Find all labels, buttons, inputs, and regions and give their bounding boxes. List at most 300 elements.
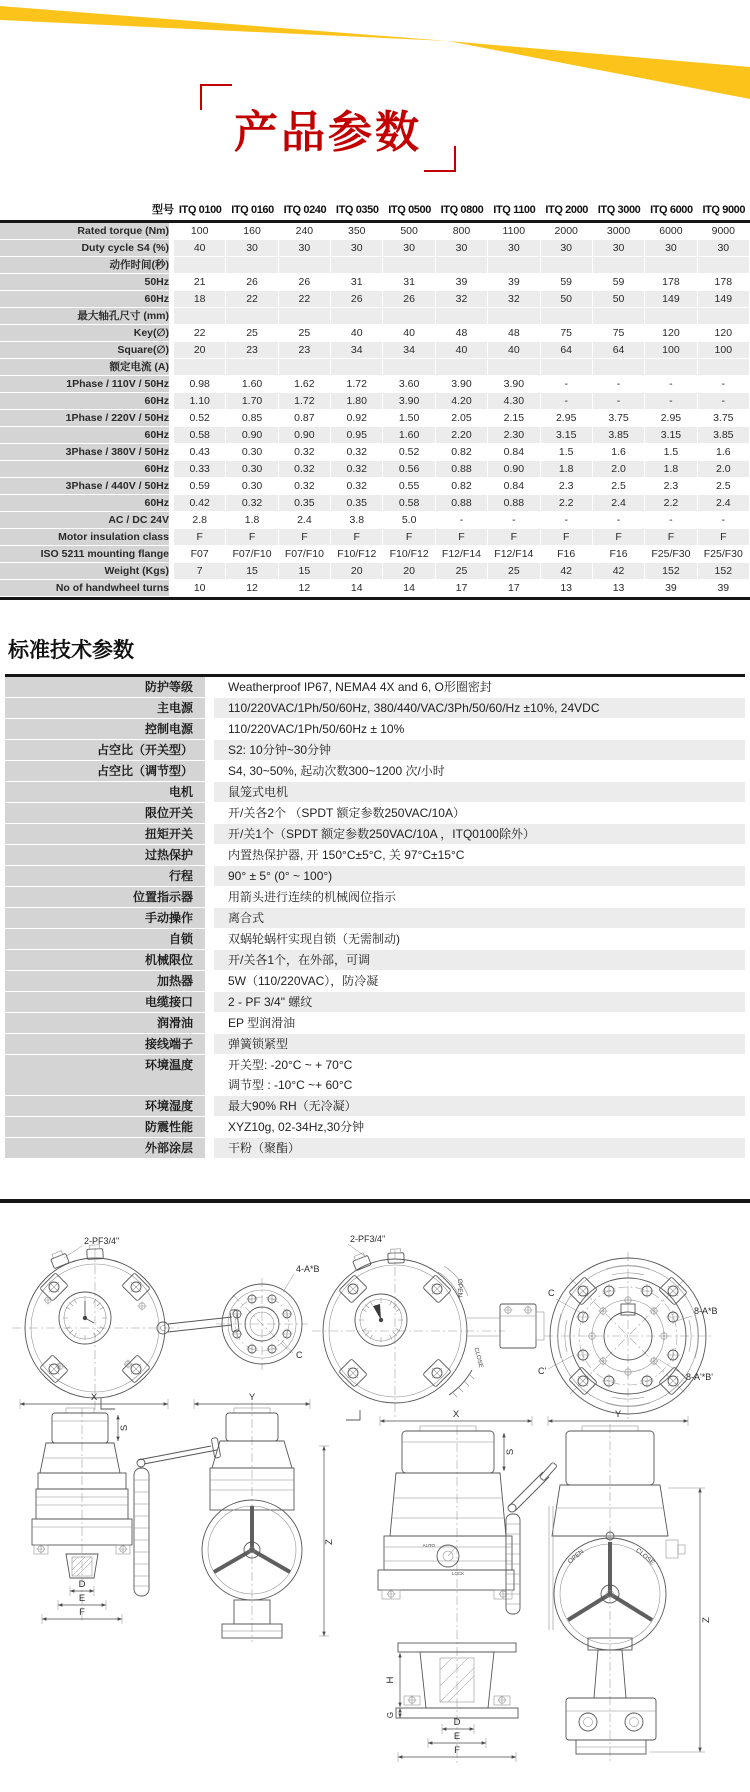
spec-cell	[488, 308, 540, 325]
spec-header-row	[0, 200, 750, 223]
tech-row-value: 鼠笼式电机	[214, 782, 745, 802]
spec-cell: F16	[541, 546, 593, 563]
ribbon-left-shape	[0, 6, 448, 41]
spec-cell: 0.33	[174, 461, 226, 478]
spec-cell: F	[226, 529, 278, 546]
spec-cell	[541, 257, 593, 274]
spec-row-label: 1Phase / 110V / 50Hz	[0, 376, 174, 393]
spec-cell	[645, 359, 697, 376]
engineering-drawings	[0, 1206, 750, 1792]
spec-cell: 1.8	[645, 461, 697, 478]
spec-cell	[593, 257, 645, 274]
spec-cell: F12/F14	[488, 546, 540, 563]
spec-row-label: 3Phase / 440V / 50Hz	[0, 478, 174, 495]
spec-cell	[226, 308, 278, 325]
spec-cell: 25	[488, 563, 540, 580]
spec-cell: 2.15	[488, 410, 540, 427]
dim-y: Y	[614, 1409, 622, 1420]
tech-row-value: 开关型: -20°C ~ + 70°C 调节型 : -10°C ~+ 60°C	[214, 1055, 745, 1095]
spec-cell	[645, 257, 697, 274]
spec-row-label: 50Hz	[0, 274, 174, 291]
spec-cell: 30	[541, 240, 593, 257]
spec-cell: 22	[226, 291, 278, 308]
tech-row	[5, 740, 745, 761]
spec-cell: 3.60	[383, 376, 435, 393]
spec-cell	[436, 308, 488, 325]
spec-cell	[436, 257, 488, 274]
spec-row-label: 3Phase / 380V / 50Hz	[0, 444, 174, 461]
section-divider	[0, 1199, 750, 1203]
dim-d: D	[453, 1717, 461, 1728]
spec-cell: F07/F10	[226, 546, 278, 563]
spec-cell: 48	[488, 325, 540, 342]
spec-cell: 30	[698, 240, 750, 257]
spec-data-row	[0, 529, 750, 546]
tech-row-value: 用箭头进行连续的机械阀位指示	[214, 887, 745, 907]
spec-row-label: ISO 5211 mounting flange	[0, 546, 174, 563]
spec-cell: 3.75	[698, 410, 750, 427]
tech-row-label: 机械限位	[5, 950, 214, 970]
spec-cell: 0.52	[383, 444, 435, 461]
spec-section-row	[0, 257, 750, 274]
spec-cell	[279, 308, 331, 325]
dim-x: X	[90, 1392, 98, 1403]
spec-cell	[331, 257, 383, 274]
model-header: ITQ 2000	[541, 200, 593, 223]
spec-cell: 3.15	[541, 427, 593, 444]
spec-row-label: No of handwheel turns	[0, 580, 174, 597]
spec-cell: F	[279, 529, 331, 546]
spec-cell: 3.75	[593, 410, 645, 427]
flange4-label: 4-A*B	[296, 1264, 320, 1274]
spec-cell: -	[645, 376, 697, 393]
model-header: ITQ 9000	[698, 200, 750, 223]
spec-cell	[279, 257, 331, 274]
spec-cell: 14	[383, 580, 435, 597]
section-heading: 标准技术参数	[8, 639, 134, 662]
spec-cell: 0.82	[436, 478, 488, 495]
tech-row-value: 90° ± 5° (0° ~ 100°)	[214, 866, 745, 886]
tech-row-label: 过热保护	[5, 845, 214, 865]
drawing-front-view-small	[20, 1392, 221, 1624]
spec-cell: 4.20	[436, 393, 488, 410]
tech-row-label: 占空比（调节型）	[5, 761, 214, 781]
spec-cell: 0.32	[226, 495, 278, 512]
spec-cell: 31	[331, 274, 383, 291]
spec-cell: 3.8	[331, 512, 383, 529]
spec-data-row	[0, 512, 750, 529]
model-header: ITQ 0800	[436, 200, 488, 223]
tech-row-label: 外部涂层	[5, 1138, 214, 1158]
spec-cell: 2.0	[698, 461, 750, 478]
spec-cell	[383, 308, 435, 325]
spec-cell: 40	[436, 342, 488, 359]
tech-row	[5, 1034, 745, 1055]
drawing-side-view-small	[194, 1392, 335, 1642]
spec-cell: 42	[593, 563, 645, 580]
spec-row-label: AC / DC 24V	[0, 512, 174, 529]
spec-row-label: Rated torque (Nm)	[0, 223, 174, 240]
spec-data-row	[0, 325, 750, 342]
spec-cell	[226, 257, 278, 274]
spec-cell: 18	[174, 291, 226, 308]
spec-cell: 6000	[645, 223, 697, 240]
spec-cell: 2.4	[593, 495, 645, 512]
spec-cell: 1.6	[698, 444, 750, 461]
spec-cell: 2.5	[593, 478, 645, 495]
tech-table	[5, 674, 745, 1159]
spec-cell: 1.70	[226, 393, 278, 410]
tech-row-value: Weatherproof IP67, NEMA4 4X and 6, O形圈密封	[214, 677, 745, 697]
spec-row-label: 额定电流 (A)	[0, 359, 174, 376]
spec-cell: -	[698, 376, 750, 393]
spec-cell: -	[593, 376, 645, 393]
spec-cell: 39	[488, 274, 540, 291]
spec-cell	[331, 359, 383, 376]
tech-row-value: 110/220VAC/1Ph/50/60Hz ± 10%	[214, 719, 745, 739]
drawing-side-view-large	[548, 1409, 712, 1762]
spec-cell: 0.87	[279, 410, 331, 427]
tech-row	[5, 1117, 745, 1138]
spec-cell: 12	[226, 580, 278, 597]
tech-row-value: 2 - PF 3/4" 螺纹	[214, 992, 745, 1012]
tech-row-label: 限位开关	[5, 803, 214, 823]
tech-row	[5, 1055, 745, 1096]
spec-cell: 0.42	[174, 495, 226, 512]
spec-cell: F25/F30	[698, 546, 750, 563]
spec-data-row	[0, 223, 750, 240]
spec-cell: 34	[383, 342, 435, 359]
spec-cell: 2.8	[174, 512, 226, 529]
spec-cell: 0.92	[331, 410, 383, 427]
spec-cell: 13	[593, 580, 645, 597]
tech-row	[5, 719, 745, 740]
flange8-outer-label: 8-A*B	[694, 1306, 718, 1316]
spec-cell: 0.58	[383, 495, 435, 512]
spec-cell: 0.55	[383, 478, 435, 495]
tech-row-label: 电缆接口	[5, 992, 214, 1012]
spec-cell: F	[383, 529, 435, 546]
tech-row-value: S4, 30~50%, 起动次数300~1200 次/小时	[214, 761, 745, 781]
model-header: ITQ 0500	[383, 200, 435, 223]
tech-row-value: 110/220VAC/1Ph/50/60Hz, 380/440/VAC/3Ph/50/60/Hz ±10%, 24VDC	[214, 698, 745, 718]
spec-row-label: Key(∅)	[0, 325, 174, 342]
model-header: ITQ 6000	[645, 200, 697, 223]
spec-cell: 22	[174, 325, 226, 342]
spec-row-label: Square(∅)	[0, 342, 174, 359]
spec-cell: 21	[174, 274, 226, 291]
dim-c-label: C	[296, 1350, 303, 1360]
spec-cell: 3.85	[698, 427, 750, 444]
tech-row-value: EP 型润滑油	[214, 1013, 745, 1033]
spec-cell: 1.60	[226, 376, 278, 393]
spec-cell: 2.20	[436, 427, 488, 444]
spec-cell: 50	[593, 291, 645, 308]
spec-cell	[174, 359, 226, 376]
spec-cell: 22	[279, 291, 331, 308]
spec-cell: 75	[593, 325, 645, 342]
tech-row-value: 开/关各2个 （SPDT 额定参数250VAC/10A）	[214, 803, 745, 823]
spec-row-label: 1Phase / 220V / 50Hz	[0, 410, 174, 427]
spec-cell: 350	[331, 223, 383, 240]
spec-cell	[436, 359, 488, 376]
spec-cell: 1.80	[331, 393, 383, 410]
spec-cell: 152	[645, 563, 697, 580]
spec-section-row	[0, 359, 750, 376]
spec-cell: 59	[541, 274, 593, 291]
tech-row-label: 环境湿度	[5, 1096, 214, 1116]
tech-row	[5, 824, 745, 845]
dim-z: Z	[701, 1617, 712, 1623]
tech-row-value: 干粉（聚酯）	[214, 1138, 745, 1158]
spec-cell: 0.32	[331, 461, 383, 478]
spec-cell: 0.35	[279, 495, 331, 512]
spec-cell	[383, 359, 435, 376]
spec-cell: F	[331, 529, 383, 546]
spec-data-row	[0, 240, 750, 257]
spec-cell: 10	[174, 580, 226, 597]
model-header: ITQ 3000	[593, 200, 645, 223]
tech-row	[5, 845, 745, 866]
spec-cell: 30	[226, 240, 278, 257]
spec-data-row	[0, 580, 750, 597]
model-header: ITQ 0350	[331, 200, 383, 223]
drawing-topview-indicator	[312, 1234, 547, 1420]
spec-cell	[698, 308, 750, 325]
spec-cell: 4.30	[488, 393, 540, 410]
tech-row	[5, 950, 745, 971]
spec-cell: -	[436, 512, 488, 529]
spec-cell: 1.72	[279, 393, 331, 410]
spec-cell: 32	[488, 291, 540, 308]
spec-cell: 13	[541, 580, 593, 597]
spec-cell	[593, 308, 645, 325]
spec-cell: 25	[226, 325, 278, 342]
spec-data-row	[0, 376, 750, 393]
spec-row-label: 60Hz	[0, 495, 174, 512]
spec-cell: 2.3	[645, 478, 697, 495]
tech-row-value: 开/关各1个，在外部，可调	[214, 950, 745, 970]
spec-cell: 0.32	[331, 478, 383, 495]
spec-data-row	[0, 291, 750, 308]
spec-table-body	[0, 223, 750, 597]
spec-cell: 0.30	[226, 444, 278, 461]
tech-row	[5, 1096, 745, 1117]
spec-cell	[174, 257, 226, 274]
spec-cell: 3.15	[645, 427, 697, 444]
spec-cell: 0.90	[488, 461, 540, 478]
tech-row-label: 占空比（开关型）	[5, 740, 214, 760]
tech-row-label: 扭矩开关	[5, 824, 214, 844]
dim-f: F	[454, 1745, 460, 1756]
spec-cell	[698, 359, 750, 376]
tech-row-value: S2: 10分钟~30分钟	[214, 740, 745, 760]
auto-marking: AUTO	[422, 1543, 435, 1548]
tech-row-label: 环境温度	[5, 1055, 214, 1095]
open-marking: OPEN	[456, 1278, 463, 1298]
spec-cell: 14	[331, 580, 383, 597]
spec-data-row	[0, 342, 750, 359]
spec-cell: 9000	[698, 223, 750, 240]
spec-cell: 0.88	[488, 495, 540, 512]
spec-cell: 2.3	[541, 478, 593, 495]
open-marking: OPEN	[566, 1548, 586, 1566]
tech-row-label: 位置指示器	[5, 887, 214, 907]
close-marking: CLOSE	[634, 1547, 656, 1567]
tech-row-value: 开/关1个（SPDT 额定参数250VAC/10A ，ITQ0100除外）	[214, 824, 745, 844]
tech-row	[5, 908, 745, 929]
spec-cell: F10/F12	[383, 546, 435, 563]
spec-data-row	[0, 274, 750, 291]
spec-cell: F07/F10	[279, 546, 331, 563]
spec-cell: 0.30	[226, 478, 278, 495]
spec-cell: 59	[593, 274, 645, 291]
spec-cell: -	[645, 512, 697, 529]
spec-cell: F16	[593, 546, 645, 563]
spec-data-row	[0, 444, 750, 461]
spec-cell: 0.85	[226, 410, 278, 427]
spec-cell: 800	[436, 223, 488, 240]
spec-row-label: Motor insulation class	[0, 529, 174, 546]
dim-h: H	[385, 1676, 396, 1684]
spec-cell: 152	[698, 563, 750, 580]
tech-row-label: 润滑油	[5, 1013, 214, 1033]
spec-cell: 1100	[488, 223, 540, 240]
spec-cell: 0.52	[174, 410, 226, 427]
spec-cell: 40	[383, 325, 435, 342]
spec-cell: 2.2	[645, 495, 697, 512]
spec-cell: 0.43	[174, 444, 226, 461]
spec-data-row	[0, 427, 750, 444]
spec-cell: 40	[331, 325, 383, 342]
tech-row	[5, 866, 745, 887]
tech-row-label: 控制电源	[5, 719, 214, 739]
spec-cell: -	[541, 512, 593, 529]
spec-cell: 2.95	[645, 410, 697, 427]
spec-cell: 75	[541, 325, 593, 342]
spec-cell: 30	[645, 240, 697, 257]
spec-cell: -	[541, 376, 593, 393]
spec-cell	[593, 359, 645, 376]
spec-data-row	[0, 393, 750, 410]
drawing-front-view-large	[378, 1409, 557, 1764]
dim-s: S	[505, 1448, 516, 1456]
dim-e: E	[453, 1731, 461, 1742]
spec-data-row	[0, 461, 750, 478]
model-header-label: 型号	[0, 200, 174, 223]
spec-cell: -	[698, 393, 750, 410]
spec-cell: 30	[331, 240, 383, 257]
spec-cell: 3.90	[488, 376, 540, 393]
spec-cell: 48	[436, 325, 488, 342]
spec-cell: 1.10	[174, 393, 226, 410]
title-bracket-bottomright	[424, 146, 456, 172]
tech-row-value: 双蜗轮蜗杆实现自锁（无需制动)	[214, 929, 745, 949]
spec-cell: 0.58	[174, 427, 226, 444]
spec-cell: 0.59	[174, 478, 226, 495]
spec-cell: 1.62	[279, 376, 331, 393]
tech-row	[5, 782, 745, 803]
spec-cell: 64	[541, 342, 593, 359]
spec-cell: 15	[279, 563, 331, 580]
spec-cell: 2.0	[593, 461, 645, 478]
spec-cell: 20	[174, 342, 226, 359]
spec-cell: 0.98	[174, 376, 226, 393]
spec-cell: 1.5	[645, 444, 697, 461]
spec-cell: 0.30	[226, 461, 278, 478]
spec-cell: F07	[174, 546, 226, 563]
tech-row-label: 自锁	[5, 929, 214, 949]
model-header: ITQ 0240	[279, 200, 331, 223]
spec-table-wrap	[0, 200, 750, 600]
tech-row-label: 电机	[5, 782, 214, 802]
model-header: ITQ 0100	[174, 200, 226, 223]
dim-g: G	[386, 1711, 395, 1719]
spec-cell: 20	[383, 563, 435, 580]
spec-cell: 17	[436, 580, 488, 597]
lock-marking: LOCK	[452, 1571, 465, 1576]
spec-cell: 0.88	[436, 461, 488, 478]
flange8-inner-label: 8-A'*B'	[686, 1372, 713, 1382]
spec-cell	[488, 359, 540, 376]
spec-data-row	[0, 495, 750, 512]
page-title: 产品参数	[234, 108, 422, 157]
spec-cell: -	[593, 512, 645, 529]
dim-y: Y	[248, 1392, 256, 1403]
spec-cell: F25/F30	[645, 546, 697, 563]
tech-row-value: 5W（110/220VAC），防冷凝	[214, 971, 745, 991]
spec-cell: 3.85	[593, 427, 645, 444]
spec-cell: F	[174, 529, 226, 546]
dim-z: Z	[324, 1539, 335, 1545]
spec-cell: 7	[174, 563, 226, 580]
spec-cell: 149	[698, 291, 750, 308]
tech-row-label: 主电源	[5, 698, 214, 718]
spec-cell	[279, 359, 331, 376]
spec-cell: F	[593, 529, 645, 546]
spec-cell	[383, 257, 435, 274]
spec-cell: 0.82	[436, 444, 488, 461]
spec-cell: 30	[279, 240, 331, 257]
spec-cell: 0.90	[279, 427, 331, 444]
spec-cell: 120	[698, 325, 750, 342]
spec-cell: F	[436, 529, 488, 546]
ribbon-right-shape	[448, 41, 750, 99]
spec-cell: 240	[279, 223, 331, 240]
spec-cell	[541, 308, 593, 325]
spec-row-label: Weight (Kgs)	[0, 563, 174, 580]
spec-row-label: Duty cycle S4 (%)	[0, 240, 174, 257]
spec-cell: 25	[436, 563, 488, 580]
spec-cell: -	[698, 512, 750, 529]
spec-cell: 17	[488, 580, 540, 597]
spec-cell: 30	[488, 240, 540, 257]
spec-cell: 0.35	[331, 495, 383, 512]
spec-cell: -	[593, 393, 645, 410]
spec-data-row	[0, 410, 750, 427]
tech-row	[5, 1013, 745, 1034]
tech-row	[5, 992, 745, 1013]
spec-cell: 26	[226, 274, 278, 291]
spec-cell: 0.32	[279, 444, 331, 461]
tech-row-value: 最大90% RH（无冷凝）	[214, 1096, 745, 1116]
spec-cell: F	[541, 529, 593, 546]
spec-row-label: 最大轴孔尺寸 (mm)	[0, 308, 174, 325]
spec-section-row	[0, 308, 750, 325]
spec-cell: F	[645, 529, 697, 546]
spec-cell	[226, 359, 278, 376]
tech-row	[5, 929, 745, 950]
